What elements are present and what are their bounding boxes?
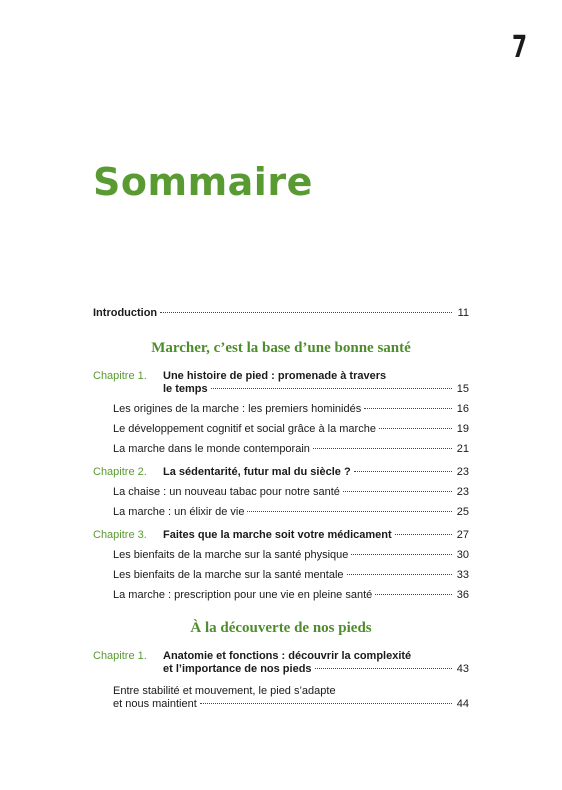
dot-leader	[347, 574, 452, 575]
toc-entry-label: Le développement cognitif et social grâce à la marche	[113, 423, 376, 435]
toc-page-number: 21	[456, 443, 469, 455]
toc-section-entry[interactable]	[93, 589, 469, 602]
toc-page-number: 44	[456, 698, 469, 710]
dot-leader	[354, 471, 452, 472]
toc-page-number: 23	[456, 466, 469, 478]
chapter-title-line: Une histoire de pied : promenade à travers	[163, 370, 387, 382]
toc-entry-label-line: et nous maintient	[113, 698, 197, 710]
toc-section-entry[interactable]	[93, 443, 469, 456]
toc-entry-label: La marche : prescription pour une vie en pleine santé	[113, 589, 373, 601]
dot-leader	[343, 491, 452, 492]
toc-section-entry[interactable]	[93, 685, 469, 711]
chapter-title: La sédentarité, futur mal du siècle ?	[163, 466, 351, 478]
toc-section-entry[interactable]	[93, 549, 469, 562]
dot-leader	[375, 594, 452, 595]
dot-leader	[364, 408, 452, 409]
toc-entry-introduction[interactable]	[93, 307, 469, 320]
toc-page-number: 11	[457, 307, 469, 319]
chapter-label: Chapitre 2.	[93, 466, 147, 478]
part-heading: À la découverte de nos pieds	[190, 620, 372, 636]
dot-leader	[395, 534, 452, 535]
toc-entry-label: Les origines de la marche : les premiers hominidés	[113, 403, 362, 415]
toc-chapter-entry[interactable]	[93, 466, 469, 479]
toc-section-entry[interactable]	[93, 486, 469, 499]
toc-section-entry[interactable]	[93, 423, 469, 436]
toc-section-entry[interactable]	[93, 569, 469, 582]
dot-leader	[211, 388, 452, 389]
toc-page-number: 15	[456, 383, 469, 395]
toc-entry-label: Introduction	[93, 307, 158, 319]
toc-section-entry[interactable]	[93, 506, 469, 519]
toc-chapter-entry[interactable]	[93, 650, 469, 676]
toc-page-number: 36	[456, 589, 469, 601]
toc-page-number: 19	[456, 423, 469, 435]
table-of-contents	[93, 307, 469, 711]
chapter-title-line: le temps	[163, 383, 208, 395]
toc-entry-label: Les bienfaits de la marche sur la santé physique	[113, 549, 349, 561]
dot-leader	[315, 668, 452, 669]
dot-leader	[313, 448, 452, 449]
toc-page-number: 25	[456, 506, 469, 518]
toc-section-entry[interactable]	[93, 403, 469, 416]
toc-chapter-entry[interactable]	[93, 370, 469, 396]
toc-chapter-entry[interactable]	[93, 529, 469, 542]
chapter-title: Faites que la marche soit votre médicament	[163, 529, 392, 541]
toc-page-number: 43	[456, 663, 469, 675]
dot-leader	[247, 511, 452, 512]
toc-entry-label: La marche : un élixir de vie	[113, 506, 245, 518]
part-heading: Marcher, c’est la base d’une bonne santé	[151, 340, 411, 356]
toc-entry-label: La marche dans le monde contemporain	[113, 443, 310, 455]
toc-entry-label-line: Entre stabilité et mouvement, le pied s’adapte	[113, 685, 336, 697]
toc-page-number: 33	[456, 569, 469, 581]
page-title: Sommaire	[93, 160, 313, 204]
toc-page-number: 16	[456, 403, 469, 415]
toc-entry-label: La chaise : un nouveau tabac pour notre santé	[113, 486, 340, 498]
dot-leader	[351, 554, 452, 555]
dot-leader	[160, 312, 452, 313]
toc-page-number: 23	[456, 486, 469, 498]
chapter-title-line: et l’importance de nos pieds	[163, 663, 312, 675]
toc-page-number: 30	[456, 549, 469, 561]
toc-page-number: 27	[456, 529, 469, 541]
chapter-title-line: Anatomie et fonctions : découvrir la complexité	[163, 650, 412, 662]
chapter-label: Chapitre 1.	[93, 650, 147, 662]
toc-entry-label: Les bienfaits de la marche sur la santé mentale	[113, 569, 344, 581]
dot-leader	[379, 428, 452, 429]
dot-leader	[200, 703, 452, 704]
chapter-label: Chapitre 1.	[93, 370, 147, 382]
chapter-label: Chapitre 3.	[93, 529, 147, 541]
page-number: 7	[512, 30, 528, 65]
